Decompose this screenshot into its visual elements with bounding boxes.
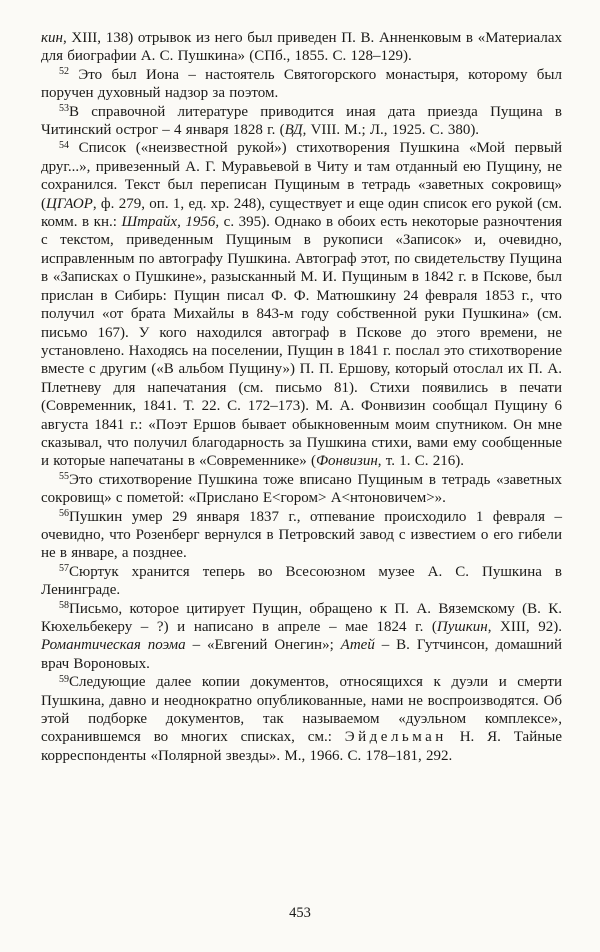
text-run: , VIII. М.; Л., 1925. С. 380). [302,122,480,139]
text-run: , с. 395). Однако в обоих есть некоторые разночтения с текстом, приведенным Пущиным в рукописи «Записок» и, очевидно, исправленным по автографу Пушкина. Автограф этот, по свидетельству Пущина в «Записках о Пушкине», разысканный М. И. Пущиным в 1842 г. в Пскове, был прислан в Сибирь: Пущин писал Ф. Ф. Матюшкину 24 февраля 1853 г., что получил «от брата Михайлы в 843-м году собственной руки Пушкина» (см. письмо 167). У кого находился автограф в Пскове до этого времени, не установлено. Находясь на поселении, Пущин в 1841 г. послал это стихотворение вместе с другим («В альбом Пущину») П. П. Ершову, который отослал их П. А. Плетневу для напечатания (см. письмо 81). Стихи появились в печати (Современник, 1841. Т. 22. С. 172–173). М. А. Фонвизин сообщал Пущину 6 августа 1841 г.: «Поэт Ершов бывает обыкновенным моим спутником. Он мне сказывал, что получил благодарность за Пушкина стихи, вами ему сообщенные и которые напечатаны в «Современнике» ( [41,214,562,470]
italic-text: Романтическая поэма [41,637,186,654]
footnote-number: 59 [59,673,69,685]
note-paragraph [41,471,562,508]
italic-text: Штрайх, 1956 [121,214,216,231]
note-paragraph [41,103,562,140]
note-paragraph [41,139,562,470]
note-paragraph [41,673,562,765]
text-run: Сюртук хранится теперь во Всесоюзном музее А. С. Пушкина в Ленинграде. [41,563,562,599]
text-run: – «Евгений Онегин»; [185,637,341,654]
text-run: – В. Гутчинсон, домашний врач Вороновых. [41,637,562,672]
text-run: , т. 1. С. 216). [377,453,464,470]
text-run: Это был Иона – настоятель Святогорского монастыря, которому был поручен духовный надзор за поэтом. [41,66,562,102]
text-run: Список («неизвестной рукой») стихотворения Пушкина «Мой первый друг...», привезенный А. Г. Муравьевой в Читу и там отданный ею Пущину, не сохранился. Текст был переписан Пущиным в тетрадь «заветных сокровищ» ( [41,140,562,212]
note-paragraph [41,29,562,66]
note-paragraph [41,66,562,103]
text-run: , XIII, 138) отрывок из него был приведен П. В. Анненковым в «Материалах для биографии А. С. Пушкина» (СПб., 1855. С. 128–129). [41,30,562,65]
letterspaced-author-name: Эйдельман [344,729,447,746]
footnote-number: 58 [59,600,69,612]
page-number: 453 [289,905,311,921]
note-paragraph [41,600,562,674]
text-run: Это стихотворение Пушкина тоже вписано Пущиным в тетрадь «заветных сокровищ» с пометой: «Прислано Е<гором> А<нтоновичем>». [41,471,562,507]
note-paragraph [41,508,562,563]
italic-text: кин [41,30,63,46]
footnote-number: 57 [59,563,69,575]
italic-text: Фонвизин [315,453,378,470]
italic-text: Пушкин [436,619,488,635]
note-list [41,29,562,765]
italic-text: Атей [340,637,375,654]
text-run: , XIII, 92). [487,619,562,635]
footnote-number: 53 [59,103,69,115]
italic-text: ВД [284,122,303,139]
italic-text: ЦГАОР [46,195,93,212]
footnote-number: 54 [59,139,69,151]
text-run: Н. Я. Тайные корреспонденты «Полярной звезды». М., 1966. С. 178–181, 292. [41,729,562,764]
text-run: Письмо, которое цитирует Пущин, обращено к П. А. Вяземскому (В. К. Кюхельбекеру – ?) и написано в апреле – мае 1824 г. ( [41,600,562,635]
text-run: Следующие далее копии документов, относящихся к дуэли и смерти Пушкина, давно и неоднократно опубликованные, нами не воспроизводятся. Об этой подборке документов, так называемом «дуэльном комплексе», сохранившемся во многих списках, см.: [41,674,562,746]
footnote-number: 55 [59,471,69,483]
note-paragraph [41,563,562,600]
footnote-number: 56 [59,508,69,520]
text-run: Пушкин умер 29 января 1837 г., отпевание происходило 1 февраля – очевидно, что Розенберг вернулся в Петровский завод с известием о его гибели не в январе, а позднее. [41,508,562,562]
text-run: В справочной литературе приводится иная дата приезда Пущина в Читинский острог – 4 января 1828 г. ( [41,103,562,139]
text-run: , ф. 279, оп. 1, ед. хр. 248), существует и еще один список его рукой (см. комм. в кн.: [41,195,562,231]
footnote-number: 52 [59,66,69,78]
